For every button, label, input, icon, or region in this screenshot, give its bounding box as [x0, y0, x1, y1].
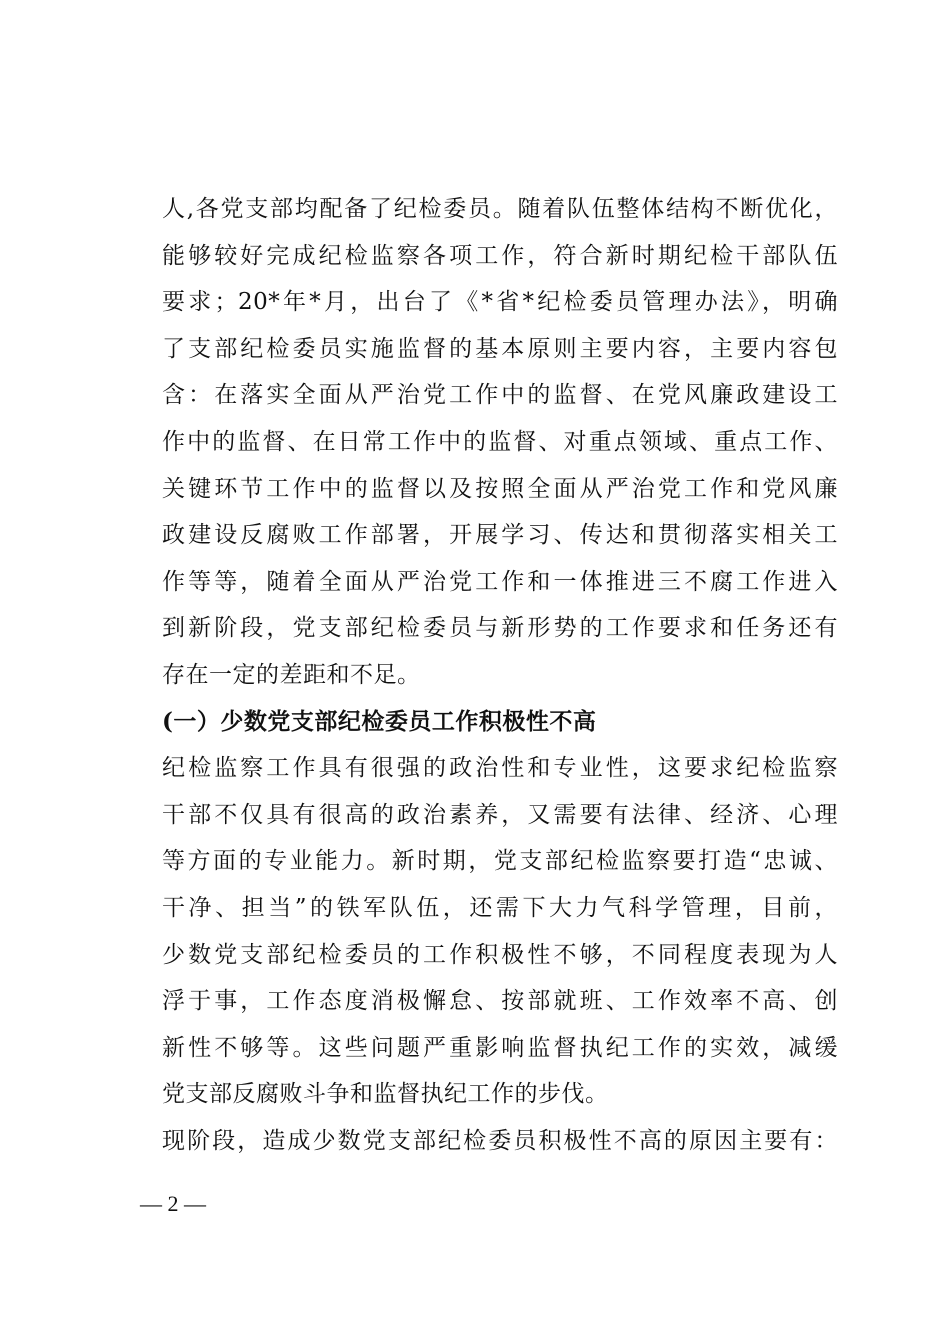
text-line: 能够较好完成纪检监察各项工作，符合新时期纪检干部队伍 [162, 242, 838, 269]
page-number: — 2 — [140, 1191, 206, 1216]
text-line: 存在一定的差距和不足。 [162, 661, 421, 688]
text-line: 要求；20*年*月，出台了《*省*纪检委员管理办法》，明确 [162, 289, 838, 316]
text-line: 含：在落实全面从严治党工作中的监督、在党风廉政建设工 [162, 382, 838, 409]
text-line: 作等等，随着全面从严治党工作和一体推进三不腐工作进入 [162, 568, 838, 595]
text-line: 纪检监察工作具有很强的政治性和专业性，这要求纪检监察 [162, 755, 838, 782]
text-line: 党支部反腐败斗争和监督执纪工作的步伐。 [162, 1081, 609, 1108]
text-line: 干部不仅具有很高的政治素养，又需要有法律、经济、心理 [162, 801, 838, 828]
text-line: 等方面的专业能力。新时期，党支部纪检监察要打造“忠诚、 [162, 848, 838, 875]
text-line: 政建设反腐败工作部署，开展学习、传达和贯彻落实相关工 [162, 522, 838, 549]
text-line: 干净、担当”的铁军队伍，还需下大力气科学管理，目前， [162, 894, 838, 921]
text-line: 新性不够等。这些问题严重影响监督执纪工作的实效，减缓 [162, 1034, 838, 1061]
text-line: 关键环节工作中的监督以及按照全面从严治党工作和党风廉 [162, 475, 838, 502]
body-text [162, 186, 838, 1164]
section-heading: (一）少数党支部纪检委员工作积极性不高 [162, 707, 597, 735]
text-line: 了支部纪检委员实施监督的基本原则主要内容，主要内容包 [162, 335, 838, 362]
text-line: 现阶段，造成少数党支部纪检委员积极性不高的原因主要有： [162, 1127, 838, 1154]
text-line: 人,各党支部均配备了纪检委员。随着队伍整体结构不断优化， [162, 196, 838, 222]
text-line: 浮于事，工作态度消极懈怠、按部就班、工作效率不高、创 [162, 988, 838, 1015]
text-line: 到新阶段，党支部纪检委员与新形势的工作要求和任务还有 [162, 615, 838, 642]
text-line: 作中的监督、在日常工作中的监督、对重点领域、重点工作、 [162, 428, 838, 455]
text-line: 少数党支部纪检委员的工作积极性不够，不同程度表现为人 [162, 941, 838, 968]
